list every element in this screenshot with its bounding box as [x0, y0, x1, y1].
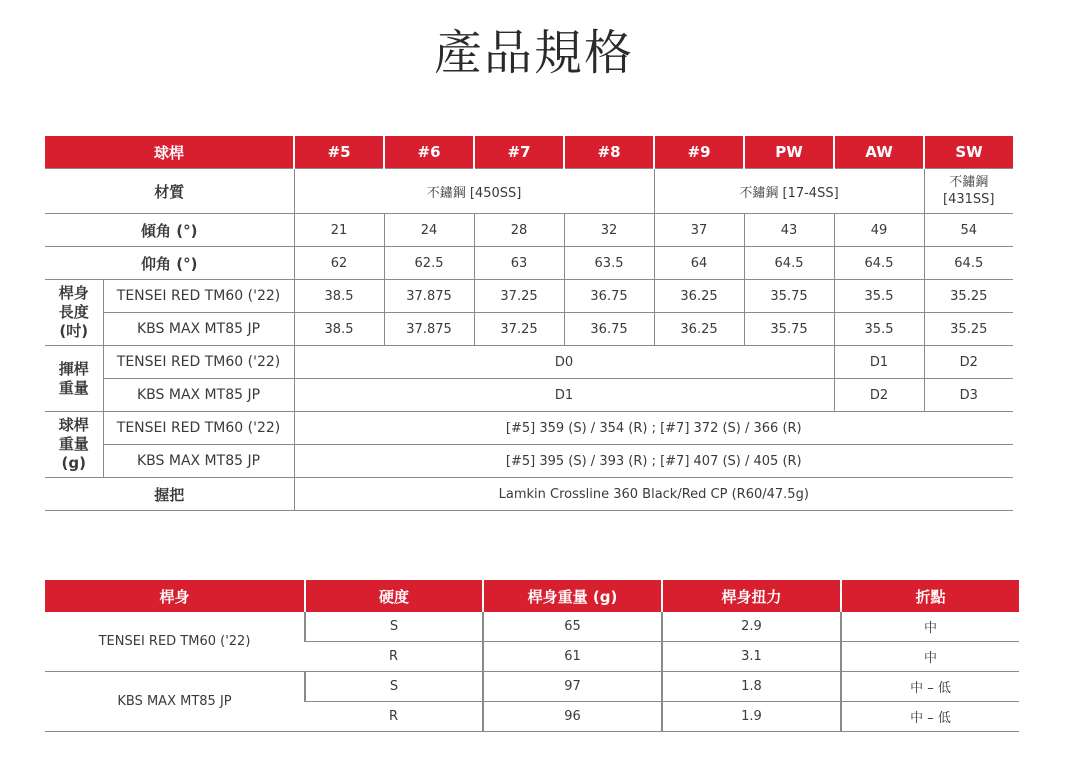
- flex-value: R: [305, 642, 483, 672]
- loft-label: 傾角 (°): [45, 214, 294, 247]
- swing-value: D2: [924, 346, 1013, 379]
- lie-value: 63: [474, 247, 564, 280]
- swing-group-label: [45, 346, 103, 412]
- loft-value: 32: [564, 214, 654, 247]
- lie-value: 64.5: [924, 247, 1013, 280]
- torque-value: 1.8: [662, 672, 841, 702]
- length-value: 35.25: [924, 280, 1013, 313]
- kick-value: 中 – 低: [841, 702, 1019, 732]
- weight-group-label: [45, 412, 103, 478]
- length-value: 35.75: [744, 313, 834, 346]
- length-value: 38.5: [294, 280, 384, 313]
- loft-value: 28: [474, 214, 564, 247]
- shaft-label: KBS MAX MT85 JP: [103, 379, 294, 412]
- weight-value: 65: [483, 612, 662, 642]
- loft-row: [45, 214, 1013, 247]
- weight-row-tensei: [45, 412, 1013, 445]
- material-value-line: [431SS]: [943, 192, 995, 207]
- length-value: 35.75: [744, 280, 834, 313]
- lie-value: 64.5: [744, 247, 834, 280]
- weight-value: [#5] 359 (S) / 354 (R) ; [#7] 372 (S) / 366 (R): [294, 412, 1013, 445]
- kick-value: 中: [841, 612, 1019, 642]
- grip-label: 握把: [45, 478, 294, 511]
- length-row-tensei: [45, 280, 1013, 313]
- lie-row: [45, 247, 1013, 280]
- weight-group-text: 球桿重量(g): [58, 416, 89, 472]
- length-group-label: [45, 280, 103, 346]
- length-value: 36.75: [564, 280, 654, 313]
- length-value: 37.25: [474, 280, 564, 313]
- shaft-name: TENSEI RED TM60 ('22): [45, 612, 305, 672]
- lie-value: 64.5: [834, 247, 924, 280]
- lie-value: 63.5: [564, 247, 654, 280]
- header-flex: 硬度: [305, 580, 483, 612]
- material-value: 不鏽鋼 [17-4SS]: [654, 169, 924, 214]
- material-row: [45, 169, 1013, 214]
- spec-table: [45, 136, 1013, 511]
- length-value: 37.25: [474, 313, 564, 346]
- header-torque: 桿身扭力: [662, 580, 841, 612]
- header-club-aw: AW: [834, 136, 924, 169]
- loft-value: 21: [294, 214, 384, 247]
- loft-value: 49: [834, 214, 924, 247]
- material-value: [924, 169, 1013, 214]
- header-club-9: #9: [654, 136, 744, 169]
- swing-value: D2: [834, 379, 924, 412]
- length-value: 36.75: [564, 313, 654, 346]
- loft-value: 54: [924, 214, 1013, 247]
- swing-row-tensei: [45, 346, 1013, 379]
- lie-value: 62.5: [384, 247, 474, 280]
- length-value: 36.25: [654, 280, 744, 313]
- page-title: 產品規格: [433, 25, 634, 81]
- shaft-label: TENSEI RED TM60 ('22): [103, 412, 294, 445]
- length-value: 35.5: [834, 313, 924, 346]
- swing-value: D0: [294, 346, 834, 379]
- weight-value: [#5] 395 (S) / 393 (R) ; [#7] 407 (S) / 405 (R): [294, 445, 1013, 478]
- swing-value: D1: [834, 346, 924, 379]
- length-value: 38.5: [294, 313, 384, 346]
- loft-value: 43: [744, 214, 834, 247]
- length-value: 36.25: [654, 313, 744, 346]
- length-value: 37.875: [384, 313, 474, 346]
- header-club: 球桿: [45, 136, 294, 169]
- length-row-kbs: [45, 313, 1013, 346]
- length-value: 35.25: [924, 313, 1013, 346]
- weight-row-kbs: [45, 445, 1013, 478]
- shaft-label: KBS MAX MT85 JP: [103, 445, 294, 478]
- header-club-8: #8: [564, 136, 654, 169]
- swing-row-kbs: [45, 379, 1013, 412]
- length-value: 37.875: [384, 280, 474, 313]
- lie-value: 64: [654, 247, 744, 280]
- length-group-text: 桿身長度(吋): [58, 284, 89, 340]
- shaft-table: [45, 580, 1019, 732]
- header-shaft: 桿身: [45, 580, 305, 612]
- torque-value: 2.9: [662, 612, 841, 642]
- lie-value: 62: [294, 247, 384, 280]
- header-club-sw: SW: [924, 136, 1013, 169]
- material-value-line: 不鏽鋼: [949, 175, 989, 190]
- flex-value: R: [305, 702, 483, 732]
- spec-header-row: [45, 136, 1013, 169]
- loft-value: 24: [384, 214, 474, 247]
- header-club-5: #5: [294, 136, 384, 169]
- weight-value: 61: [483, 642, 662, 672]
- table-row: [45, 612, 1019, 642]
- header-club-pw: PW: [744, 136, 834, 169]
- swing-value: D3: [924, 379, 1013, 412]
- torque-value: 1.9: [662, 702, 841, 732]
- grip-value: Lamkin Crossline 360 Black/Red CP (R60/47.5g): [294, 478, 1013, 511]
- flex-value: S: [305, 672, 483, 702]
- flex-value: S: [305, 612, 483, 642]
- torque-value: 3.1: [662, 642, 841, 672]
- shaft-label: TENSEI RED TM60 ('22): [103, 280, 294, 313]
- shaft-name: KBS MAX MT85 JP: [45, 672, 305, 732]
- material-value: 不鏽鋼 [450SS]: [294, 169, 654, 214]
- swing-group-text: 揮桿重量: [58, 359, 89, 397]
- table-row: [45, 672, 1019, 702]
- header-club-7: #7: [474, 136, 564, 169]
- shaft-label: TENSEI RED TM60 ('22): [103, 346, 294, 379]
- shaft-header-row: [45, 580, 1019, 612]
- header-shaft-weight: 桿身重量 (g): [483, 580, 662, 612]
- header-kick-point: 折點: [841, 580, 1019, 612]
- loft-value: 37: [654, 214, 744, 247]
- length-value: 35.5: [834, 280, 924, 313]
- weight-value: 97: [483, 672, 662, 702]
- kick-value: 中: [841, 642, 1019, 672]
- shaft-label: KBS MAX MT85 JP: [103, 313, 294, 346]
- weight-value: 96: [483, 702, 662, 732]
- material-label: 材質: [45, 169, 294, 214]
- grip-row: [45, 478, 1013, 511]
- kick-value: 中 – 低: [841, 672, 1019, 702]
- header-club-6: #6: [384, 136, 474, 169]
- swing-value: D1: [294, 379, 834, 412]
- lie-label: 仰角 (°): [45, 247, 294, 280]
